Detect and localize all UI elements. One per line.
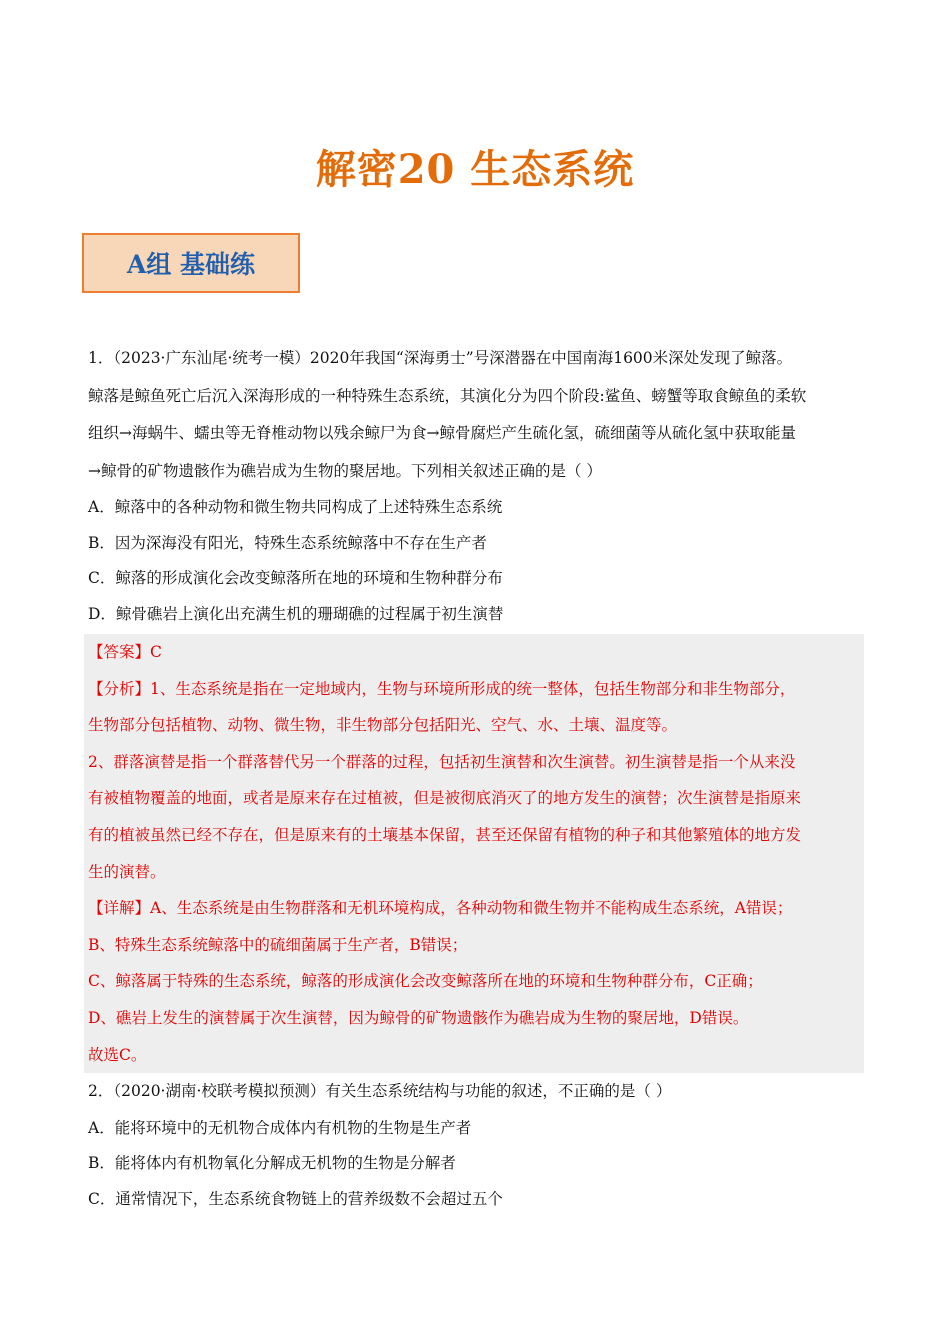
analysis-line: 2、群落演替是指一个群落替代另一个群落的过程，包括初生演替和次生演替。初生演替是指一个从来没	[88, 752, 796, 771]
analysis-line: 有被植物覆盖的地面，或者是原来存在过植被，但是被彻底消灭了的地方发生的演替；次生演替是指原来	[88, 789, 802, 808]
analysis-line: 生物部分包括植物、动物、微生物，非生物部分包括阳光、空气、水、土壤、温度等。	[88, 716, 678, 735]
option-d: D．鲸骨礁岩上演化出充满生机的珊瑚礁的过程属于初生演替	[88, 604, 504, 623]
section-heading: A组 基础练	[126, 250, 256, 279]
question-stem-line: 1．（2023·广东汕尾·统考一模）2020年我国“深海勇士”号深潜器在中国南海1600米深处发现了鲸落。	[88, 349, 793, 367]
option-b: B．能将体内有机物氧化分解成无机物的生物是分解者	[88, 1154, 456, 1173]
detail-line: 【详解】A、生态系统是由生物群落和无机环境构成，各种动物和微生物并不能构成生态系统，A错误；	[88, 899, 793, 918]
analysis-line: 生的演替。	[88, 862, 166, 881]
answer-explanation	[84, 634, 864, 1073]
question-1	[88, 340, 864, 1073]
question-2	[88, 1073, 864, 1217]
option-a: A．鲸落中的各种动物和微生物共同构成了上述特殊生态系统	[88, 498, 503, 516]
option-a: A．能将环境中的无机物合成体内有机物的生物是生产者	[88, 1118, 472, 1137]
conclusion-line: 故选C。	[88, 1045, 147, 1064]
option-c: C．鲸落的形成演化会改变鲸落所在地的环境和生物种群分布	[88, 569, 503, 587]
detail-line: D、礁岩上发生的演替属于次生演替，因为鲸骨的矿物遗骸作为礁岩成为生物的聚居地，D错误。	[88, 1008, 749, 1027]
detail-line: C、鲸落属于特殊的生态系统，鲸落的形成演化会改变鲸落所在地的环境和生物种群分布，C正确；	[88, 972, 763, 991]
section-heading-box	[82, 233, 300, 293]
option-c: C．通常情况下，生态系统食物链上的营养级数不会超过五个	[88, 1189, 503, 1208]
analysis-line: 有的植被虽然已经不存在，但是原来有的土壤基本保留，甚至还保留有植物的种子和其他繁殖体的地方发	[88, 825, 802, 844]
question-stem-line: 2．（2020·湖南·校联考模拟预测）有关生态系统结构与功能的叙述，不正确的是（ ）	[88, 1082, 672, 1101]
option-b: B．因为深海没有阳光，特殊生态系统鲸落中不存在生产者	[88, 533, 487, 552]
answer-line: 【答案】C	[88, 643, 162, 661]
analysis-line: 【分析】1、生态系统是指在一定地域内，生物与环境所形成的统一整体，包括生物部分和非生物部分，	[88, 679, 796, 698]
document-body	[88, 340, 864, 1217]
page-title: 解密20 生态系统	[315, 146, 635, 193]
question-stem-line: 鲸落是鲸鱼死亡后沉入深海形成的一种特殊生态系统，其演化分为四个阶段:鲨鱼、螃蟹等取食鲸鱼的柔软	[88, 386, 807, 405]
detail-line: B、特殊生态系统鲸落中的硫细菌属于生产者，B错误；	[88, 935, 468, 954]
question-stem-line: →鲸骨的矿物遗骸作为礁岩成为生物的聚居地。下列相关叙述正确的是（ ）	[88, 461, 602, 480]
question-stem-line: 组织→海蜗牛、蠕虫等无脊椎动物以残余鲸尸为食→鲸骨腐烂产生硫化氢，硫细菌等从硫化氢中获取能量	[88, 424, 796, 442]
